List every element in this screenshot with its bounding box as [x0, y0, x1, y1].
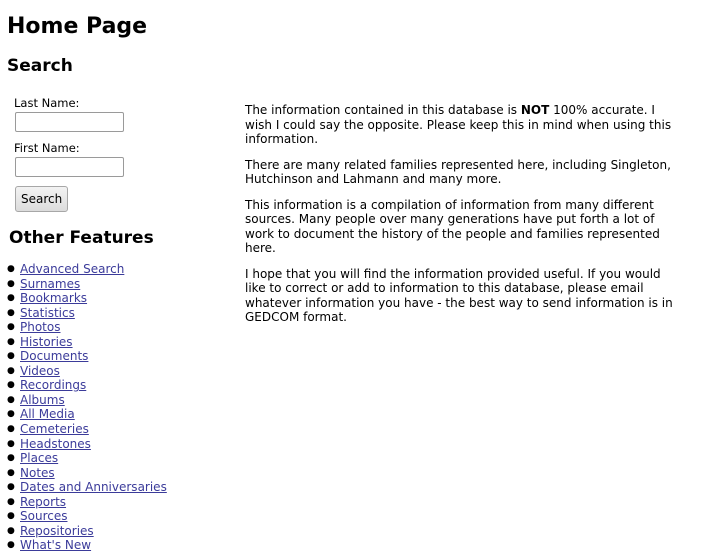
- albums-link[interactable]: Albums: [20, 392, 65, 407]
- bullet-icon: ●: [7, 307, 15, 318]
- search-button[interactable]: Search: [15, 186, 68, 212]
- bookmarks-link[interactable]: Bookmarks: [20, 291, 88, 306]
- dates-and-anniversaries-link[interactable]: Dates and Anniversaries: [20, 480, 167, 495]
- cemeteries-link[interactable]: Cemeteries: [20, 422, 89, 437]
- recordings-link[interactable]: Recordings: [20, 378, 87, 393]
- headstones-link[interactable]: Headstones: [20, 436, 91, 451]
- bullet-icon: ●: [7, 409, 15, 420]
- feature-item-dates-and-anniversaries: [0, 480, 167, 495]
- bullet-icon: ●: [7, 380, 15, 391]
- bullet-icon: ●: [7, 453, 15, 464]
- histories-link[interactable]: Histories: [20, 334, 73, 349]
- notes-link[interactable]: Notes: [20, 465, 55, 480]
- feature-item-photos: [0, 320, 167, 335]
- feature-item-recordings: [0, 378, 167, 393]
- other-features-list: [0, 262, 167, 553]
- last-name-label: Last Name:: [14, 96, 80, 110]
- accuracy-paragraph: [245, 103, 683, 147]
- bullet-icon: ●: [7, 278, 15, 289]
- first-name-input[interactable]: [15, 157, 124, 177]
- documents-link[interactable]: Documents: [20, 349, 89, 364]
- feature-item-bookmarks: [0, 291, 167, 306]
- all-media-link[interactable]: All Media: [20, 407, 75, 422]
- feature-item-sources: [0, 509, 167, 524]
- last-name-input[interactable]: [15, 112, 124, 132]
- bullet-icon: ●: [7, 424, 15, 435]
- bullet-icon: ●: [7, 322, 15, 333]
- bullet-icon: ●: [7, 365, 15, 376]
- other-features-heading: Other Features: [9, 228, 154, 248]
- bullet-icon: ●: [7, 467, 15, 478]
- feature-item-statistics: [0, 306, 167, 321]
- page-title: Home Page: [7, 14, 148, 39]
- reports-link[interactable]: Reports: [20, 494, 67, 509]
- videos-link[interactable]: Videos: [20, 363, 60, 378]
- feature-item-repositories: [0, 524, 167, 539]
- accuracy-text-start: The information contained in this database is: [245, 103, 521, 117]
- intro-text: [245, 103, 683, 336]
- statistics-link[interactable]: Statistics: [20, 305, 75, 320]
- feature-item-reports: [0, 495, 167, 510]
- feature-item-histories: [0, 335, 167, 350]
- surnames-link[interactable]: Surnames: [20, 276, 81, 291]
- bullet-icon: ●: [7, 293, 15, 304]
- bullet-icon: ●: [7, 496, 15, 507]
- photos-link[interactable]: Photos: [20, 320, 61, 335]
- feature-item-videos: [0, 364, 167, 379]
- feature-item-cemeteries: [0, 422, 167, 437]
- feature-item-headstones: [0, 437, 167, 452]
- advanced-search-link[interactable]: Advanced Search: [20, 262, 125, 276]
- feature-item-whats-new: [0, 538, 167, 553]
- feature-item-places: [0, 451, 167, 466]
- bullet-icon: ●: [7, 336, 15, 347]
- search-form: [14, 96, 214, 212]
- feature-item-notes: [0, 466, 167, 481]
- not-emphasis: NOT: [520, 103, 550, 117]
- places-link[interactable]: Places: [20, 451, 59, 466]
- contribute-paragraph: I hope that you will find the information provided useful. If you would like to correct or add to information to this database, please email whatever information you have - the best way to send information is in GEDCOM format.: [245, 266, 673, 324]
- search-heading: Search: [7, 56, 73, 76]
- bullet-icon: ●: [7, 511, 15, 522]
- bullet-icon: ●: [7, 394, 15, 405]
- bullet-icon: ●: [7, 482, 15, 493]
- first-name-label: First Name:: [14, 141, 80, 155]
- sources-link[interactable]: Sources: [20, 509, 68, 524]
- sources-paragraph: This information is a compilation of information from many different sources. Many people over many generations have put forth a lot of work to document the history of the people and families represented here.: [245, 197, 660, 255]
- accuracy-text-end: 100% accurate. I wish I could say the opposite. Please keep this in mind when using this information.: [245, 103, 672, 146]
- bullet-icon: ●: [7, 264, 15, 274]
- whats-new-link[interactable]: What's New: [20, 538, 92, 553]
- bullet-icon: ●: [7, 351, 15, 362]
- feature-item-all-media: [0, 407, 167, 422]
- bullet-icon: ●: [7, 540, 15, 551]
- feature-item-albums: [0, 393, 167, 408]
- repositories-link[interactable]: Repositories: [20, 523, 94, 538]
- bullet-icon: ●: [7, 438, 15, 449]
- bullet-icon: ●: [7, 525, 15, 536]
- feature-item-documents: [0, 349, 167, 364]
- feature-item-surnames: [0, 277, 167, 292]
- feature-item-advanced-search: [0, 262, 167, 277]
- families-paragraph: There are many related families represented here, including Singleton, Hutchinson and Lahmann and many more.: [245, 157, 671, 186]
